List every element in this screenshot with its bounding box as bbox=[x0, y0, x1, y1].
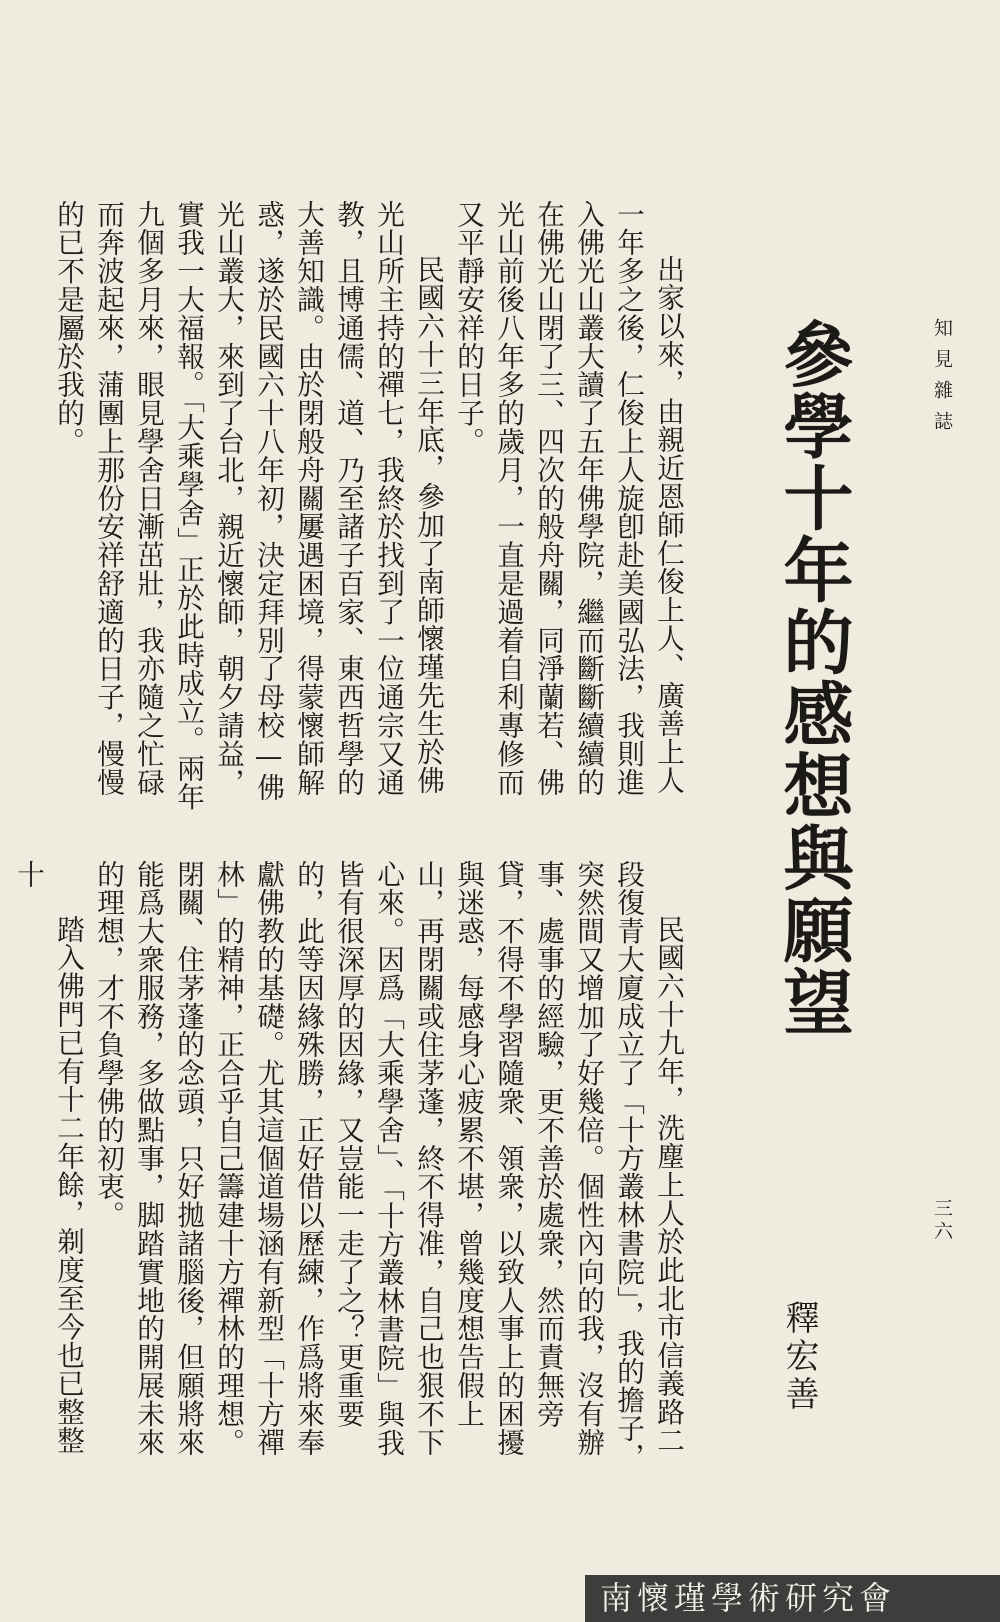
paragraph: 民國六十九年，洗塵上人於此北市信義路二段復青大廈成立了「十方叢林書院」，我的擔子，突然間又增加了好幾倍。個性內向的我，沒有辦事、處事的經驗，更不善於處衆，然而責無旁貸，不得不學習隨衆、領衆，以致人事上的困擾與迷惑，每感身心疲累不堪，曾幾度想告假上山，再閉關或住茅蓬，終不得准，自己也狠不下心來。因爲「大乘學舍」、「十方叢林書院」與我皆有很深厚的因緣，又豈能一走了之？更重要的，此等因緣殊勝，正好借以歷練，作爲將來奉獻佛教的基礎。尤其這個道場涵有新型「十方禪林」的精神，正合乎自己籌建十方禪林的理想。閉關、住茅蓬的念頭，只好拋諸腦後，但願將來能爲大衆服務，多做點事，脚踏實地的開展未來的理想，才不負學佛的初衷。 bbox=[92, 860, 685, 1471]
footer-organization: 南懷瑾學術研究會 bbox=[600, 1579, 897, 1617]
paragraph: 民國六十三年底，參加了南師懷瑾先生於佛光山所主持的禪七，我終於找到了一位通宗又通教，且博通儒、道、乃至諸子百家、東西哲學的大善知識。由於閉般舟關屢遇困境，得蒙懷師解惑，遂於民國六十八年初，決定拜別了母校—佛光山叢大，來到了台北，親近懷師，朝夕請益，實我一大福報。「大乘學舍」正於此時成立。兩年九個多月來，眼見學舍日漸茁壯，我亦隨之忙碌而奔波起來，蒲團上那份安祥舒適的日子，慢慢的已不是屬於我的。 bbox=[52, 200, 445, 811]
paragraph: 出家以來，由親近恩師仁俊上人、廣善上人一年多之後，仁俊上人旋卽赴美國弘法，我則進入佛光山叢大讀了五年佛學院，繼而斷斷續續的在佛光山閉了三、四次的般舟關，同淨蘭若、佛光山前後八年多的歲月，一直是過着自利專修而又平靜安祥的日子。 bbox=[452, 200, 685, 797]
article-body-top bbox=[52, 200, 688, 820]
paragraph: 踏入佛門已有十二年餘，剃度至今也已整整十 bbox=[12, 860, 85, 1455]
magazine-name: 知見雜誌 bbox=[931, 318, 953, 442]
article-author: 釋宏善 bbox=[779, 1300, 819, 1414]
article-body-bottom bbox=[12, 860, 688, 1480]
page-number: 三六 bbox=[931, 1198, 953, 1244]
article-title: 參學十年的感想與願望 bbox=[772, 318, 854, 1038]
